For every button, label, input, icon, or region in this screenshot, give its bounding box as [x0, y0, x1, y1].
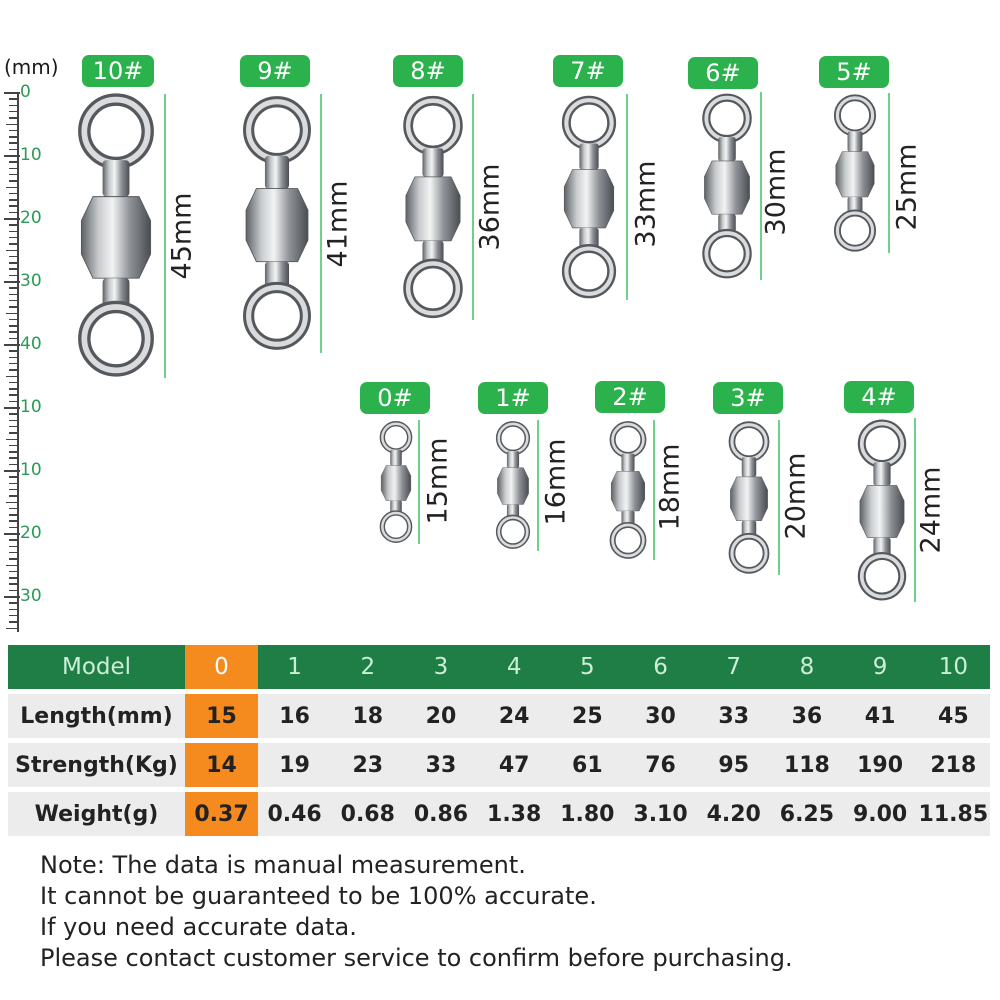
- table-cell: 47: [478, 743, 551, 787]
- size-badge: 7#: [553, 55, 623, 87]
- ruler-tick: [9, 527, 18, 529]
- table-cell: 0.86: [404, 792, 477, 836]
- table-cell: 0.68: [331, 792, 404, 836]
- ruler-tick: [9, 369, 18, 371]
- ruler-tick: [9, 571, 18, 573]
- table-cell: 30: [624, 694, 697, 738]
- ruler-tick: [9, 401, 18, 403]
- measure-label: 20mm: [780, 452, 812, 540]
- ruler-tick: [9, 168, 18, 170]
- ruler-tick: [9, 590, 18, 592]
- note-line: Note: The data is manual measurement.: [40, 851, 526, 879]
- ruler-tick: [9, 331, 18, 333]
- table-cell: 33: [697, 694, 770, 738]
- swivel-image: [694, 92, 760, 280]
- ruler-tick: [9, 420, 18, 422]
- ruler-tick: [9, 615, 18, 617]
- ruler-label: 10: [20, 397, 42, 417]
- ruler-tick: [4, 596, 20, 598]
- ruler-tick: [9, 445, 18, 447]
- ruler-label: 20: [20, 208, 42, 228]
- measure-line: [418, 420, 420, 544]
- measure-label: 24mm: [915, 466, 947, 554]
- ruler-tick: [9, 546, 18, 548]
- ruler-tick: [9, 161, 18, 163]
- table-cell: 1.38: [478, 792, 551, 836]
- size-badge: 9#: [240, 55, 310, 87]
- ruler-tick: [9, 583, 18, 585]
- ruler-tick: [9, 231, 18, 233]
- ruler-tick: [4, 92, 20, 94]
- ruler-tick: [6, 187, 19, 189]
- measure-line: [888, 93, 890, 253]
- table-header-cell: 5: [551, 645, 624, 689]
- ruler-tick: [4, 344, 20, 346]
- ruler-tick: [9, 294, 18, 296]
- measure-line: [472, 94, 474, 320]
- table-cell: 45: [917, 694, 990, 738]
- ruler-tick: [9, 413, 18, 415]
- ruler-tick: [9, 514, 18, 516]
- ruler-tick: [9, 243, 18, 245]
- measure-line: [778, 420, 780, 575]
- ruler-tick: [9, 539, 18, 541]
- table-cell: 23: [331, 743, 404, 787]
- ruler-tick: [9, 287, 18, 289]
- ruler-tick: [6, 124, 19, 126]
- size-badge: 8#: [393, 55, 463, 87]
- table-cell: 118: [770, 743, 843, 787]
- measure-label: 25mm: [891, 143, 923, 231]
- table-header-cell: Model: [8, 645, 185, 689]
- table-cell: 25: [551, 694, 624, 738]
- swivel-image: [232, 94, 322, 352]
- ruler-tick: [9, 117, 18, 119]
- ruler-tick: [9, 262, 18, 264]
- table-cell: 41: [844, 694, 917, 738]
- ruler-label: 20: [20, 523, 42, 543]
- ruler-tick: [9, 508, 18, 510]
- table-header-cell: 9: [844, 645, 917, 689]
- measure-line: [164, 94, 166, 378]
- ruler-tick: [4, 281, 20, 283]
- measure-label: 36mm: [474, 163, 506, 251]
- row-label: Length(mm): [8, 694, 185, 738]
- table-cell: 16: [258, 694, 331, 738]
- ruler-tick: [9, 621, 18, 623]
- ruler-tick: [6, 502, 19, 504]
- table-cell: 190: [844, 743, 917, 787]
- ruler-tick: [6, 376, 19, 378]
- table-cell: 218: [917, 743, 990, 787]
- ruler-tick: [9, 464, 18, 466]
- table-header-cell: 3: [404, 645, 477, 689]
- measure-line: [320, 94, 322, 353]
- ruler-tick: [4, 218, 20, 220]
- table-header-row: [8, 645, 990, 689]
- swivel-image: [604, 420, 652, 560]
- ruler-tick: [9, 130, 18, 132]
- ruler-tick: [9, 306, 18, 308]
- table-cell: 95: [697, 743, 770, 787]
- swivel-image: [553, 94, 625, 300]
- table-cell: 14: [185, 743, 258, 787]
- table-header-cell: 1: [258, 645, 331, 689]
- ruler-tick: [6, 439, 19, 441]
- ruler-tick: [9, 142, 18, 144]
- size-badge: 6#: [688, 57, 758, 89]
- ruler-tick: [9, 180, 18, 182]
- swivel-image: [68, 90, 164, 380]
- table-cell: 61: [551, 743, 624, 787]
- ruler-tick: [9, 495, 18, 497]
- ruler-tick: [9, 602, 18, 604]
- ruler-label: 40: [20, 334, 42, 354]
- ruler-tick: [9, 363, 18, 365]
- ruler-tick: [9, 338, 18, 340]
- ruler-tick: [9, 136, 18, 138]
- size-badge: 10#: [82, 55, 154, 87]
- table-cell: 19: [258, 743, 331, 787]
- size-badge: 1#: [478, 382, 548, 414]
- unit-label: (mm): [4, 55, 59, 79]
- ruler-tick: [9, 426, 18, 428]
- swivel-image: [826, 93, 884, 253]
- measure-label: 16mm: [540, 438, 572, 526]
- swivel-image: [850, 418, 914, 602]
- table-header-cell: 7: [697, 645, 770, 689]
- ruler-tick: [9, 268, 18, 270]
- ruler-tick: [9, 489, 18, 491]
- table-cell: 0.37: [185, 792, 258, 836]
- table-row: [8, 694, 990, 738]
- ruler-tick: [9, 199, 18, 201]
- disclaimer-note: [40, 850, 793, 974]
- ruler-tick: [9, 98, 18, 100]
- ruler-tick: [9, 237, 18, 239]
- ruler-tick: [9, 256, 18, 258]
- note-line: If you need accurate data.: [40, 913, 357, 941]
- ruler-label: 30: [20, 586, 42, 606]
- table-cell: 6.25: [770, 792, 843, 836]
- ruler-tick: [6, 565, 19, 567]
- table-cell: 0.46: [258, 792, 331, 836]
- size-badge: 0#: [360, 382, 430, 414]
- ruler-tick: [9, 319, 18, 321]
- ruler-tick: [6, 313, 19, 315]
- ruler-tick: [9, 174, 18, 176]
- table-cell: 15: [185, 694, 258, 738]
- table-header-cell: 10: [917, 645, 990, 689]
- row-label: Strength(Kg): [8, 743, 185, 787]
- spec-table: [8, 640, 990, 841]
- measure-label: 41mm: [322, 180, 354, 268]
- table-cell: 1.80: [551, 792, 624, 836]
- row-label: Weight(g): [8, 792, 185, 836]
- table-cell: 33: [404, 743, 477, 787]
- ruler-label: 10: [20, 145, 42, 165]
- measure-line: [626, 94, 628, 300]
- ruler-tick: [9, 520, 18, 522]
- ruler-tick: [9, 105, 18, 107]
- ruler-label: 0: [20, 82, 31, 102]
- ruler-tick: [6, 250, 19, 252]
- ruler-tick: [9, 193, 18, 195]
- ruler-tick: [9, 111, 18, 113]
- measure-line: [537, 420, 539, 551]
- ruler-tick: [9, 275, 18, 277]
- table-header-cell: 6: [624, 645, 697, 689]
- ruler-tick: [9, 212, 18, 214]
- table-cell: 20: [404, 694, 477, 738]
- table-header-cell: 8: [770, 645, 843, 689]
- ruler: [0, 82, 60, 635]
- swivel-image: [393, 94, 473, 320]
- table-header-cell: 0: [185, 645, 258, 689]
- table-cell: 9.00: [844, 792, 917, 836]
- ruler-tick: [9, 149, 18, 151]
- ruler-tick: [9, 457, 18, 459]
- table-header-cell: 2: [331, 645, 404, 689]
- table-cell: 24: [478, 694, 551, 738]
- ruler-tick: [9, 432, 18, 434]
- measure-label: 33mm: [630, 160, 662, 248]
- ruler-tick: [9, 388, 18, 390]
- swivel-image: [490, 420, 536, 550]
- ruler-tick: [4, 407, 20, 409]
- table-cell: 4.20: [697, 792, 770, 836]
- table-row: [8, 743, 990, 787]
- ruler-tick: [4, 155, 20, 157]
- swivel-image: [374, 420, 418, 544]
- measure-label: 45mm: [166, 192, 198, 280]
- ruler-tick: [4, 470, 20, 472]
- table-cell: 36: [770, 694, 843, 738]
- ruler-label: 10: [20, 460, 42, 480]
- ruler-tick: [9, 558, 18, 560]
- size-badge: 4#: [844, 381, 914, 413]
- ruler-tick: [9, 325, 18, 327]
- ruler-tick: [9, 577, 18, 579]
- ruler-tick: [9, 552, 18, 554]
- ruler-tick: [9, 357, 18, 359]
- size-badge: 2#: [595, 381, 665, 413]
- ruler-tick: [6, 628, 19, 630]
- ruler-label: 30: [20, 271, 42, 291]
- measure-label: 18mm: [654, 443, 686, 531]
- note-line: Please contact customer service to confirm before purchasing.: [40, 944, 793, 972]
- note-line: It cannot be guaranteed to be 100% accurate.: [40, 882, 597, 910]
- ruler-tick: [9, 300, 18, 302]
- table-header-cell: 4: [478, 645, 551, 689]
- ruler-tick: [9, 350, 18, 352]
- table-cell: 11.85: [917, 792, 990, 836]
- table-cell: 76: [624, 743, 697, 787]
- ruler-tick: [9, 483, 18, 485]
- ruler-tick: [9, 382, 18, 384]
- ruler-tick: [9, 224, 18, 226]
- ruler-tick: [4, 533, 20, 535]
- measure-label: 30mm: [760, 148, 792, 236]
- ruler-tick: [9, 451, 18, 453]
- ruler-tick: [9, 476, 18, 478]
- table-cell: 18: [331, 694, 404, 738]
- table-cell: 3.10: [624, 792, 697, 836]
- ruler-tick: [9, 394, 18, 396]
- ruler-tick: [9, 205, 18, 207]
- size-badge: 3#: [713, 382, 783, 414]
- measure-label: 15mm: [422, 437, 454, 525]
- ruler-tick: [9, 609, 18, 611]
- table-row: [8, 792, 990, 836]
- size-badge: 5#: [819, 56, 889, 88]
- swivel-image: [722, 420, 776, 575]
